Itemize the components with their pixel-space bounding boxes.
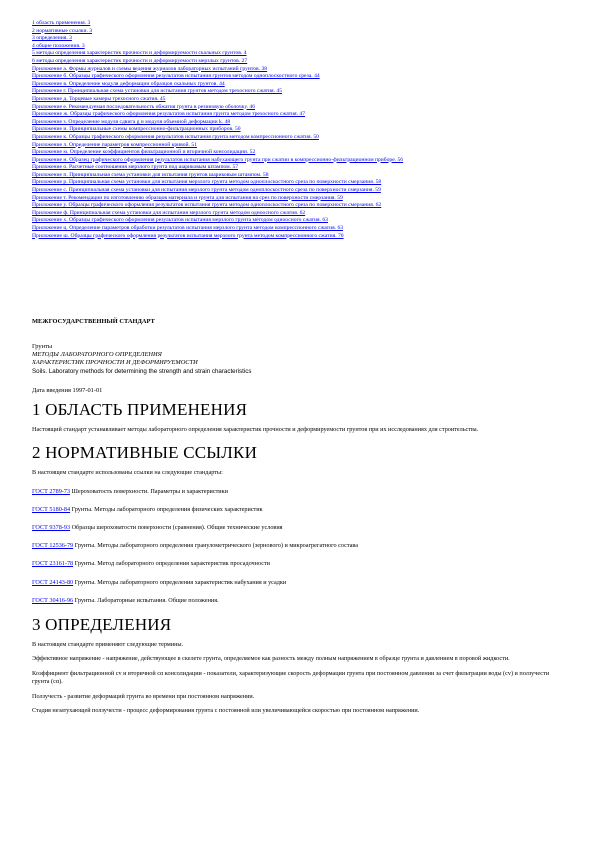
reference-standard-link[interactable]: ГОСТ 23161-78 bbox=[32, 560, 74, 568]
section-3-intro: В настоящем стандарте применяют следующие термины. bbox=[32, 641, 184, 649]
title-english: Soils. Laboratory methods for determining the strength and strain characteristics bbox=[32, 367, 252, 375]
reference-standard-link[interactable]: ГОСТ 30416-96 bbox=[32, 596, 74, 604]
definition-creep: Ползучесть - развитие деформаций грунта во времени при постоянном напряжении. bbox=[32, 692, 255, 700]
toc-link[interactable]: Приложение л. Определение параметров компрессионной кривой. 51 bbox=[32, 141, 197, 148]
toc-link[interactable]: 5 методы определения характеристик прочности и деформируемости скальных грунтов. 4 bbox=[32, 50, 247, 57]
toc-link[interactable]: Приложение з. Определение модуля сдвига g и модуля объемной деформации k. 48 bbox=[32, 118, 231, 125]
reference-standard-link[interactable]: ГОСТ 24143-80 bbox=[32, 578, 74, 586]
reference-title: Грунты. Методы лабораторного определения характеристик набухания и усадки bbox=[73, 578, 287, 586]
reference-item bbox=[32, 542, 567, 550]
toc-link[interactable]: Приложение с. Принципиальная схема установки для испытания мерзлого грунта методом одноплоскостного среза по поверхности смерзания. 59 bbox=[32, 187, 381, 194]
title-line-2: ХАРАКТЕРИСТИК ПРОЧНОСТИ И ДЕФОРМИРУЕМОСТИ bbox=[32, 359, 198, 367]
reference-title: Грунты. Метод лабораторного определения характеристик просадочности bbox=[73, 560, 270, 568]
toc-link[interactable]: Приложение ж. Образцы графического оформления результатов испытания грунта методом трехосного сжатия. 47 bbox=[32, 111, 306, 118]
reference-title: Образцы шероховатости поверхности (сравнения). Общие технические условия bbox=[70, 524, 283, 532]
reference-standard-link[interactable]: ГОСТ 12536-79 bbox=[32, 542, 74, 550]
title-subject: Грунты bbox=[32, 343, 53, 350]
reference-item bbox=[32, 488, 567, 496]
toc-link[interactable]: Приложение к. Образцы графического оформления результатов испытания грунта методом компрессионного сжатия. 50 bbox=[32, 133, 319, 140]
toc-link[interactable]: Приложение н. Образец графического оформления результатов испытания набухающего грунта при сжатии в компрессионно-фильтрационном приборе. 56 bbox=[32, 156, 404, 163]
reference-title: Шероховатость поверхности. Параметры и характеристики bbox=[70, 487, 228, 495]
toc-link[interactable]: Приложение т. Рекомендации по изготовлению образцов материала и грунта для испытания на срез по поверхности смерзания. 59 bbox=[32, 194, 343, 201]
toc-link[interactable]: 3 определения. 3 bbox=[32, 35, 72, 42]
toc-link[interactable]: Приложение ш. Образцы графического оформления результатов испытания мерзлого грунта методом компрессионного сжатия. 70 bbox=[32, 232, 344, 239]
toc-link[interactable]: 6 методы определения характеристик прочности и деформируемости мерзлых грунтов. 27 bbox=[32, 57, 248, 64]
reference-title: Грунты. Методы лабораторного определения гранулометрического (зернового) и микроагрегатного состава bbox=[73, 542, 359, 550]
toc-link[interactable]: 4 общие положения. 3 bbox=[32, 42, 85, 49]
toc-link[interactable]: Приложение у. Образцы графического оформления результатов испытания грунта методом одноплоскостного среза по поверхности смерзания. 62 bbox=[32, 202, 382, 209]
toc-link[interactable]: 1 область применения. 3 bbox=[32, 20, 91, 26]
reference-list bbox=[32, 488, 567, 606]
reference-standard-link[interactable]: ГОСТ 9378-93 bbox=[32, 524, 71, 532]
toc-link[interactable]: Приложение о. Расчетные соотношения мерзлого грунта под шариковым штампом. 57 bbox=[32, 164, 239, 171]
toc-link[interactable]: Приложение б. Образцы графического оформления результатов испытания грунтов методом одноплоскостного среза. 44 bbox=[32, 73, 320, 80]
definition-consolidation-coefficient: Коэффициент фильтрационной cv и вторичной cα консолидации - показатели, характеризующие скорость деформации грунта при постоянном давлении за счет фильтрации воды (cv) и ползучести грунта (cα). bbox=[32, 669, 550, 686]
definition-undamped-creep: Стадия незатухающей ползучести - процесс деформирования грунта с постоянной или увеличивающейся скоростью при постоянном напряжении. bbox=[32, 707, 420, 715]
section-2-heading: 2 НОРМАТИВНЫЕ ССЫЛКИ bbox=[32, 443, 258, 463]
toc-link[interactable]: Приложение ф. Принципиальная схема установки для испытания мерзлого грунта методом одноосного сжатия. 62 bbox=[32, 209, 306, 216]
reference-item bbox=[32, 560, 567, 568]
reference-item bbox=[32, 597, 567, 605]
reference-item bbox=[32, 524, 567, 532]
toc-link[interactable]: Приложение р. Принципиальная схема установки для испытания мерзлого грунта методом одноплоскостного среза по поверхности смерзания. 58 bbox=[32, 179, 382, 186]
toc-link[interactable]: Приложение м. Определение коэффициентов фильтрационной и вторичной консолидации. 52 bbox=[32, 149, 256, 156]
table-of-contents bbox=[32, 20, 567, 240]
section-1-text: Настоящий стандарт устанавливает методы лабораторного определения характеристик прочности и деформируемости грунтов при их исследованиях для строительства. bbox=[32, 425, 479, 433]
toc-link[interactable]: Приложение х. Образцы графического оформления результатов испытания мерзлого грунта методом одноосного сжатия. 63 bbox=[32, 217, 328, 224]
toc-link[interactable]: Приложение п. Принципиальная схема установки для испытания грунтов шариковым штампом. 58 bbox=[32, 171, 269, 178]
standard-type: МЕЖГОСУДАРСТВЕННЫЙ СТАНДАРТ bbox=[32, 318, 155, 325]
section-2-intro: В настоящем стандарте использованы ссылки на следующие стандарты: bbox=[32, 469, 223, 477]
toc-link[interactable]: Приложение ц. Определение параметров обработки результатов испытания мерзлого грунта методом компрессионного сжатия. 63 bbox=[32, 225, 344, 232]
section-3-heading: 3 ОПРЕДЕЛЕНИЯ bbox=[32, 615, 172, 635]
reference-standard-link[interactable]: ГОСТ 2789-73 bbox=[32, 487, 71, 495]
toc-link[interactable]: Приложение г. Принципиальная схема установки для испытания грунтов методом трехосного сжатия. 45 bbox=[32, 88, 283, 95]
definition-effective-stress: Эффективное напряжение - напряжение, действующее в скелете грунта, определяемое как разность между полным напряжением в образце грунта и давлением в поровой жидкости. bbox=[32, 655, 510, 663]
toc-link[interactable]: 2 нормативные ссылки. 3 bbox=[32, 27, 93, 34]
effective-date: Дата введения 1997-01-01 bbox=[32, 386, 103, 394]
reference-standard-link[interactable]: ГОСТ 5180-84 bbox=[32, 505, 71, 513]
title-line-1: МЕТОДЫ ЛАБОРАТОРНОГО ОПРЕДЕЛЕНИЯ bbox=[32, 351, 162, 359]
toc-link[interactable]: Приложение д. Торцевые камеры трехосного сжатия. 45 bbox=[32, 95, 166, 102]
reference-item bbox=[32, 506, 567, 514]
toc-link[interactable]: Приложение е. Рекомендуемая последовательность обжатия грунта в резиновую оболочку. 46 bbox=[32, 103, 256, 110]
reference-item bbox=[32, 579, 567, 587]
toc-link[interactable]: Приложение а. Формы журналов и схемы ведения журналов лабораторных испытаний грунтов. 38 bbox=[32, 65, 268, 72]
toc-link[interactable]: Приложение и. Принципиальные схемы компрессионно-фильтрационных приборов. 50 bbox=[32, 126, 241, 133]
reference-title: Грунты. Лабораторные испытания. Общие положения. bbox=[73, 596, 219, 604]
toc-link[interactable]: Приложение в. Определение модуля деформации образцов скальных грунтов. 44 bbox=[32, 80, 225, 87]
reference-title: Грунты. Методы лабораторного определения физических характеристик bbox=[70, 505, 263, 513]
section-1-heading: 1 ОБЛАСТЬ ПРИМЕНЕНИЯ bbox=[32, 399, 248, 419]
document-body bbox=[32, 318, 567, 715]
title-block bbox=[32, 343, 567, 376]
